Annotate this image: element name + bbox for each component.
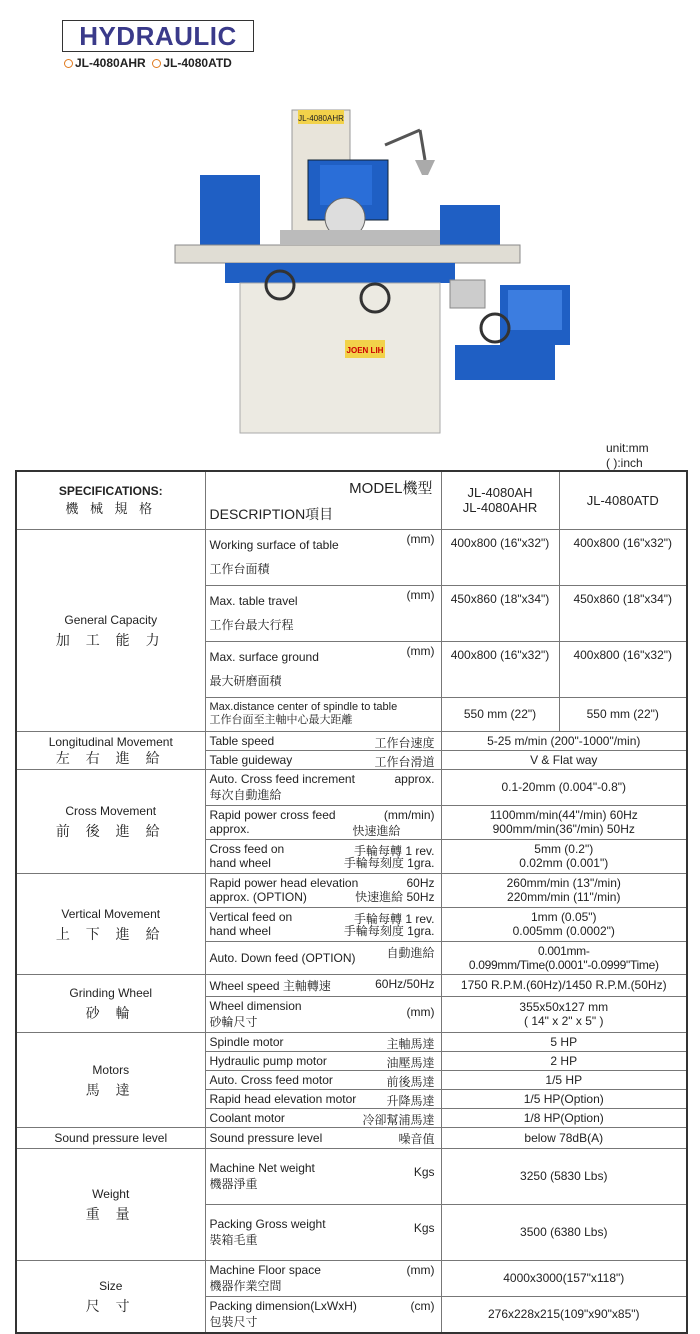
desc-en: Spindle motor — [209, 1034, 284, 1049]
value-cell: below 78dB(A) — [441, 1127, 687, 1148]
table-row — [16, 731, 687, 750]
desc-cn: 快速進給 — [352, 824, 401, 838]
category-cross — [16, 769, 205, 873]
desc-en: Max.distance center of spindle to table — [209, 701, 398, 713]
row-desc — [205, 1260, 441, 1296]
desc-en: Max. surface ground — [209, 649, 319, 664]
row-desc — [205, 941, 441, 974]
category-vertical — [16, 873, 205, 974]
desc-en: Auto. Cross feed motor — [209, 1072, 333, 1087]
category-en: Longitudinal Movement — [48, 735, 173, 749]
desc-cn: 最大研磨面積 — [209, 673, 282, 688]
desc-en: Working surface of table — [209, 537, 339, 552]
value-cell: 4000x3000(157"x118") — [441, 1260, 687, 1296]
category-en: Size — [99, 1279, 123, 1293]
category-grinding — [16, 974, 205, 1032]
category-cn: 尺 寸 — [85, 1298, 136, 1314]
row-desc — [205, 585, 441, 641]
desc-cn: 工作台速度 — [374, 735, 435, 750]
table-row — [16, 1148, 687, 1204]
desc-en: Packing dimension(LxWxH) — [209, 1298, 357, 1313]
model-col1-a: JL-4080AH — [467, 485, 533, 501]
desc-cn: 冷卻幫浦馬達 — [362, 1112, 435, 1127]
description-label: DESCRIPTION項目 — [209, 505, 334, 522]
desc-unit: (mm) — [406, 1004, 435, 1019]
category-en: Grinding Wheel — [69, 986, 153, 1000]
category-en: Vertical Movement — [61, 906, 161, 921]
value-cell — [441, 839, 687, 873]
desc-cn: 快速進給 50Hz — [355, 889, 435, 904]
category-cn: 上 下 進 給 — [55, 925, 166, 942]
category-cn: 左 右 進 給 — [55, 750, 166, 766]
value-cell: 0.001mm-0.099mm/Time(0.0001"-0.0999"Time) — [441, 941, 687, 974]
value-cell: 1750 R.P.M.(60Hz)/1450 R.P.M.(50Hz) — [441, 974, 687, 996]
desc-cn2: 手輪每刻度 1gra. — [343, 855, 435, 870]
row-desc — [205, 1051, 441, 1070]
category-weight — [16, 1148, 205, 1260]
row-desc — [205, 1089, 441, 1108]
desc-cn: 手輪每轉 1 rev. — [354, 911, 435, 926]
model-plate-text: JL-4080AHR — [298, 114, 344, 123]
desc-cn: 砂輪尺寸 — [209, 1014, 258, 1029]
desc-unit: (cm) — [410, 1298, 435, 1313]
desc-en: Hydraulic pump motor — [209, 1053, 327, 1068]
value-line: 220mm/min (11"/min) — [507, 890, 621, 904]
row-desc — [205, 907, 441, 941]
category-en: Motors — [92, 1062, 130, 1077]
value-cell: 3250 (5830 Lbs) — [441, 1148, 687, 1204]
value-cell: 550 mm (22") — [441, 697, 559, 731]
table-row — [16, 769, 687, 805]
desc-en: Vertical feed on — [209, 910, 293, 924]
category-cn: 砂 輪 — [85, 1005, 136, 1021]
desc-cn: 工作台滑道 — [374, 754, 435, 769]
row-desc — [205, 731, 441, 750]
spec-heading-en: SPECIFICATIONS: — [58, 483, 163, 498]
value-cell: 1/8 HP(Option) — [441, 1108, 687, 1127]
desc-cn: 包裝尺寸 — [209, 1314, 258, 1329]
category-motors — [16, 1032, 205, 1127]
value-cell: 1/5 HP(Option) — [441, 1089, 687, 1108]
model-a: JL-4080AHR — [75, 56, 146, 70]
value-line: 900mm/min(36"/min) 50Hz — [492, 822, 635, 836]
desc-en: Coolant motor — [209, 1110, 285, 1125]
category-longitudinal — [16, 731, 205, 769]
desc-unit: Kgs — [413, 1220, 435, 1235]
desc-cn: 主軸馬達 — [386, 1036, 435, 1051]
desc-en: Rapid power head elevation — [209, 876, 359, 890]
value-cell: 400x800 (16"x32") — [559, 529, 687, 585]
desc-cn: 機器淨重 — [209, 1176, 258, 1191]
desc-en: Rapid power cross feed — [209, 808, 336, 822]
desc-en: Cross feed on — [209, 842, 285, 856]
desc-unit: (mm/min) — [383, 807, 435, 822]
row-desc — [205, 529, 441, 585]
category-en: General Capacity — [64, 613, 158, 627]
row-desc — [205, 996, 441, 1032]
value-cell: 550 mm (22") — [559, 697, 687, 731]
table-row — [16, 1032, 687, 1051]
desc-unit: (mm) — [406, 1262, 435, 1277]
value-cell: 2 HP — [441, 1051, 687, 1070]
table-row — [16, 873, 687, 907]
value-cell: 400x800 (16"x32") — [441, 529, 559, 585]
row-desc — [205, 1148, 441, 1204]
row-desc — [205, 1070, 441, 1089]
machine-illustration — [170, 100, 570, 440]
value-cell: V & Flat way — [441, 750, 687, 769]
value-cell: 400x800 (16"x32") — [441, 641, 559, 697]
table-row — [16, 974, 687, 996]
desc-en: Table speed — [209, 733, 275, 748]
row-desc — [205, 805, 441, 839]
category-cn: 馬 達 — [85, 1081, 136, 1098]
desc-cn: 機器作業空間 — [209, 1278, 282, 1293]
desc-en: Wheel speed 主軸轉速 — [209, 978, 331, 993]
desc-cn: 油壓馬達 — [386, 1055, 435, 1070]
model-col1-b: JL-4080AHR — [462, 500, 538, 516]
value-cell — [441, 907, 687, 941]
value-cell: 5 HP — [441, 1032, 687, 1051]
table-row — [16, 529, 687, 585]
spec-heading-cn: 機 械 規 格 — [65, 500, 157, 516]
row-desc — [205, 750, 441, 769]
category-en: Cross Movement — [65, 804, 157, 818]
table-row — [16, 1127, 687, 1148]
desc-unit: approx. — [394, 771, 435, 786]
desc-en2: hand wheel — [209, 856, 271, 870]
desc-unit: Kgs — [413, 1164, 435, 1179]
desc-en: Rapid head elevation motor — [209, 1091, 357, 1106]
desc-cn: 手輪每轉 1 rev. — [354, 843, 435, 858]
brand-plate-text: JOEN LIH — [346, 346, 384, 355]
row-desc — [205, 1127, 441, 1148]
value-cell: 5-25 m/min (200"-1000"/min) — [441, 731, 687, 750]
desc-cn: 前後馬達 — [386, 1074, 435, 1089]
desc-cn: 升降馬達 — [386, 1093, 435, 1108]
desc-en: Auto. Down feed (OPTION) — [209, 950, 356, 965]
value-cell: 1/5 HP — [441, 1070, 687, 1089]
value-line: 5mm (0.2") — [534, 842, 594, 856]
unit-mm: unit:mm — [606, 441, 649, 455]
row-desc — [205, 873, 441, 907]
value-cell — [441, 805, 687, 839]
desc-en: Auto. Cross feed increment — [209, 771, 355, 786]
row-desc — [205, 839, 441, 873]
desc-unit: (mm) — [406, 531, 435, 546]
desc-en: Sound pressure level — [209, 1130, 323, 1145]
desc-unit: (mm) — [406, 643, 435, 658]
spec-heading — [16, 471, 205, 529]
desc-en2: approx. — [209, 822, 250, 836]
category-cn: 加 工 能 力 — [55, 632, 166, 648]
desc-cn: 每次自動進給 — [209, 787, 282, 802]
bullet-icon — [152, 59, 161, 68]
model-description-cell — [205, 471, 441, 529]
value-cell: 400x800 (16"x32") — [559, 641, 687, 697]
category-en: Weight — [92, 1187, 130, 1201]
value-cell — [441, 996, 687, 1032]
value-line: ( 14" x 2" x 5" ) — [524, 1014, 604, 1028]
row-desc — [205, 1108, 441, 1127]
desc-en2: hand wheel — [209, 924, 271, 938]
table-row — [16, 1260, 687, 1296]
value-cell: 3500 (6380 Lbs) — [441, 1204, 687, 1260]
model-label: MODEL機型 — [349, 479, 433, 497]
row-desc — [205, 641, 441, 697]
desc-cn: 裝箱毛重 — [209, 1232, 258, 1247]
desc-unit: 60Hz — [406, 875, 435, 890]
desc-cn2: 手輪每刻度 1gra. — [343, 923, 435, 938]
title-box — [62, 20, 254, 52]
desc-unit: (mm) — [406, 587, 435, 602]
desc-en: Wheel dimension — [209, 998, 302, 1013]
desc-en: Machine Net weight — [209, 1160, 315, 1175]
value-line: 1mm (0.05") — [530, 910, 597, 924]
bullet-icon — [64, 59, 73, 68]
model-col2: JL-4080ATD — [559, 471, 687, 529]
value-cell: 450x860 (18"x34") — [441, 585, 559, 641]
value-cell — [441, 873, 687, 907]
row-desc — [205, 1296, 441, 1333]
model-col1 — [441, 471, 559, 529]
desc-en: Machine Floor space — [209, 1262, 321, 1277]
value-cell: 276x228x215(109"x90"x85") — [441, 1296, 687, 1333]
desc-cn: 自動進給 — [386, 945, 435, 960]
desc-en2: approx. (OPTION) — [209, 890, 307, 904]
desc-cn: 工作台最大行程 — [209, 617, 294, 632]
unit-note — [606, 441, 649, 471]
value-line: 355x50x127 mm — [519, 1000, 609, 1014]
desc-en: Table guideway — [209, 752, 293, 767]
spec-table — [15, 470, 688, 1334]
category-sound: Sound pressure level — [16, 1127, 205, 1148]
category-cn: 重 量 — [85, 1206, 136, 1222]
value-line: 1100mm/min(44"/min) 60Hz — [489, 808, 638, 822]
category-size — [16, 1260, 205, 1333]
model-b: JL-4080ATD — [163, 56, 232, 70]
row-desc — [205, 1032, 441, 1051]
row-desc — [205, 697, 441, 731]
unit-inch: ( ):inch — [606, 456, 643, 470]
value-line: 0.02mm (0.001") — [519, 856, 609, 870]
desc-unit: 60Hz/50Hz — [375, 976, 435, 991]
table-header-row — [16, 471, 687, 529]
value-line: 260mm/min (13"/min) — [506, 876, 621, 890]
row-desc — [205, 974, 441, 996]
page-title: HYDRAULIC — [79, 20, 237, 51]
category-general — [16, 529, 205, 731]
desc-cn: 工作台面至主軸中心最大距離 — [209, 714, 353, 726]
value-line: 0.005mm (0.0002") — [512, 924, 615, 938]
desc-cn: 工作台面積 — [209, 561, 270, 576]
row-desc — [205, 769, 441, 805]
desc-en: Max. table travel — [209, 593, 298, 608]
desc-cn: 噪音值 — [398, 1131, 435, 1146]
category-cn: 前 後 進 給 — [55, 823, 166, 839]
value-cell: 0.1-20mm (0.004"-0.8") — [441, 769, 687, 805]
value-cell: 450x860 (18"x34") — [559, 585, 687, 641]
desc-en: Packing Gross weight — [209, 1216, 326, 1231]
row-desc — [205, 1204, 441, 1260]
model-list — [64, 56, 232, 70]
